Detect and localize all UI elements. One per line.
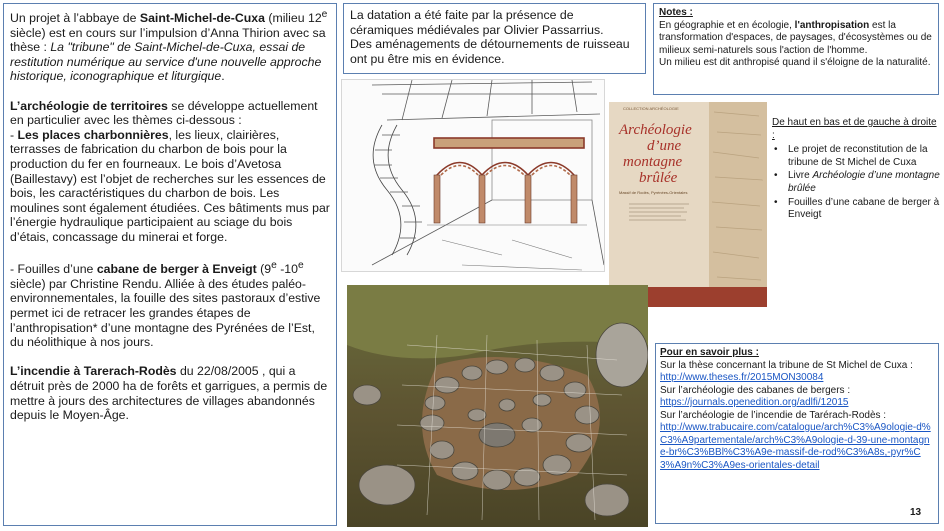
datation-text: La datation a été faite par la présence de céramiques médiévales par Olivier Passarrius. <box>350 8 604 37</box>
caption-list <box>772 144 942 222</box>
notes-title: Notes : <box>659 7 693 18</box>
fire-link[interactable]: http://www.trabucaire.com/catalogue/arch%C3%A9ologie-d%C3%A9partementale/arch%C3%A9ologie-d-39-une-montagne-br%C3%BBl%C3%A9e-massif-de-rod%C3%A8s,-pyr%C3%A9n%C3%A9es-orientales-detail <box>660 422 931 471</box>
main-text-box <box>3 3 337 526</box>
intro-paragraph: Un projet à l’abbaye de Saint-Michel-de-Cuxa (milieu 12e siècle) est en cours sur l’impulsion d’Anna Thirion avec sa thèse : La "tribune" de Saint-Michel-de-Cuxa, essai de restitution numérique au service d'une nouvelle approche historique, iconographique et liturgique. <box>10 9 328 84</box>
book-title-2: d’une <box>647 138 682 154</box>
fire-paragraph: L’incendie à Tarerach-Rodès du 22/08/2005 , qui a détruit près de 2000 ha de forêts et garrigues, a permis de mettre à jours des architectures de villages abandonnés depuis le Moyen-Âge. <box>10 364 328 423</box>
book-title-3: montagne <box>623 154 683 170</box>
huts-link[interactable]: https://journals.openedition.org/adlfi/12015 <box>660 397 849 408</box>
thesis-link-label: Sur la thèse concernant la tribune de St Michel de Cuxa : <box>660 359 913 371</box>
tribune-reconstruction-drawing <box>341 79 605 272</box>
notes-term: l'anthropisation <box>794 19 870 31</box>
shepherd-hut-paragraph: - Fouilles d’une cabane de berger à Enveigt (9e -10e siècle) par Christine Rendu. Alliée à des études paléo-environnementales, la fouille des sites pastoraux d’estive permet ici de retracer les grandes étapes de l’anthropisation* d’une montagne des Pyrénées de l’Est, du néolithique à nos jours. <box>10 260 321 350</box>
excavation-photo-svg <box>347 285 648 527</box>
caption-item-book: • Livre Archéologie d’une montagne brûlée <box>772 170 942 195</box>
page-number: 13 <box>910 507 922 518</box>
thesis-title: La "tribune" de Saint-Michel-de-Cuxa, essai de restitution numérique au service d'une nouvelle approche historique, iconographique et liturgique <box>10 40 322 84</box>
huts-link-label: Sur l’archéologie des cabanes de bergers : <box>660 384 851 396</box>
book-cover-svg <box>609 102 767 307</box>
ditch-text: Des aménagements de détournements de ruisseau ont pu être mis en évidence. <box>350 37 630 66</box>
caption-item-tribune: • Le projet de reconstitution de la tribune de St Michel de Cuxa <box>772 144 942 169</box>
book-title-4: brûlée <box>639 170 678 186</box>
abbey-name: Saint-Michel-de-Cuxa <box>139 11 265 26</box>
fire-link-label: Sur l’archéologie de l’incendie de Tarérach-Rodès : <box>660 409 887 421</box>
notes-box <box>653 3 939 95</box>
caption-item-hut: • Fouilles d’une cabane de berger à Enveigt <box>772 197 942 222</box>
book-subtitle: Massif de Rodès, Pyrénées-Orientales <box>619 190 688 195</box>
shepherd-hut-excavation-photo <box>347 285 648 527</box>
caption-title: De haut en bas et de gauche à droite : <box>772 117 937 141</box>
book-series: COLLECTION ARCHÉOLOGIE <box>623 106 679 111</box>
book-title-1: Archéologie <box>619 122 692 138</box>
tribune-drawing-svg <box>342 80 605 272</box>
figure-caption <box>772 117 942 223</box>
thesis-link[interactable]: http://www.theses.fr/2015MON30084 <box>660 372 824 383</box>
territory-heading: L’archéologie de territoires <box>10 98 168 113</box>
territory-paragraph: L’archéologie de territoires se développe actuellement en particulier avec les thèmes ci-dessous : - Les places charbonnières, les lieux, clairières, terrasses de fabrication du charbon de bois pour la production du fer en fourneaux. Le bois d’Avetosa (Baillestavy) est l’objet de recherches sur les essences de bois, les caractéristiques du charbon de bois. Les moulines sont également étudiées. Ces bâtiments mus par l’énergie hydraulique participaient au sciage du bois d’étais, concassage du minerai et forge. <box>10 98 330 244</box>
further-reading-box <box>655 343 939 524</box>
book-cover-image <box>609 102 767 307</box>
charcoal-places-heading: Les places charbonnières <box>17 127 169 142</box>
shepherd-hut-heading: cabane de berger à Enveigt <box>96 262 257 277</box>
fire-heading: L’incendie à Tarerach-Rodès <box>10 364 177 379</box>
notes-definition-2: Un milieu est dit anthropisé quand il s'éloigne de la naturalité. <box>659 57 931 69</box>
datation-box <box>343 3 646 74</box>
further-reading-title: Pour en savoir plus : <box>660 347 759 358</box>
notes-definition: En géographie et en écologie, l'anthropisation est la transformation d'espaces, de paysages, d'écosystèmes ou de milieux semi-naturels sous l'action de l'homme. <box>659 19 932 56</box>
